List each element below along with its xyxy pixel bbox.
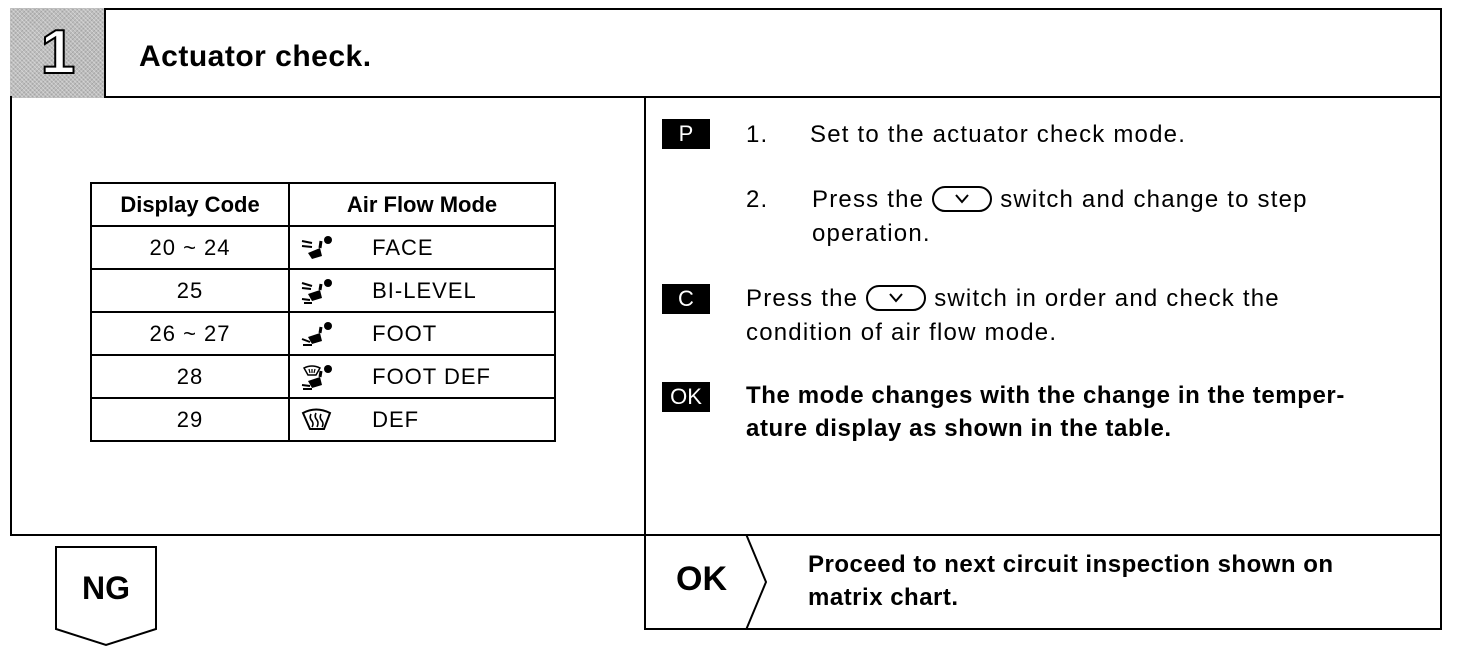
ok-result-label: OK (676, 560, 727, 598)
air-flow-mode-cell (289, 355, 555, 398)
defroster-icon (300, 407, 336, 433)
face-vent-icon (300, 235, 336, 261)
display-code: 26 ~ 27 (91, 312, 289, 355)
foot-vent-icon (300, 321, 336, 347)
ok-tag: OK (662, 382, 710, 412)
table-row (91, 269, 555, 312)
down-arrow-switch-icon (932, 186, 992, 212)
display-code: 29 (91, 398, 289, 441)
c-post: switch in order and check the (934, 285, 1280, 312)
air-flow-mode-cell (289, 398, 555, 441)
c-line2: condition of air flow mode. (746, 319, 1058, 346)
table-header-row (91, 183, 555, 226)
step-2-pre: Press the (812, 186, 925, 213)
foot-def-vent-icon (300, 364, 336, 390)
mode-name: FOOT DEF (372, 364, 491, 390)
air-flow-mode-table (90, 182, 556, 442)
air-flow-mode-cell (289, 312, 555, 355)
ok-result-line2: matrix chart. (808, 584, 959, 611)
step-1-number: 1. (746, 121, 769, 148)
table-row (91, 226, 555, 269)
display-code: 20 ~ 24 (91, 226, 289, 269)
table-row (91, 355, 555, 398)
down-arrow-switch-icon (866, 285, 926, 311)
step-2-number: 2. (746, 186, 769, 213)
ok-result-line1: Proceed to next circuit inspection shown on (808, 551, 1334, 578)
mode-name: BI-LEVEL (372, 278, 477, 304)
p-tag: P (662, 119, 710, 149)
table-row (91, 398, 555, 441)
step-2-line2: operation. (812, 220, 931, 247)
step-2-text (812, 183, 1412, 217)
display-code: 25 (91, 269, 289, 312)
mode-name: FOOT (372, 321, 438, 347)
step-2-post: switch and change to step (1000, 186, 1308, 213)
mode-name: DEF (372, 407, 420, 433)
step-title: Actuator check. (139, 40, 372, 73)
step-number: 1 (40, 18, 76, 87)
ok-result-text (808, 548, 1334, 614)
ok-line1: The mode changes with the change in the temper- (746, 382, 1345, 409)
air-flow-mode-header: Air Flow Mode (289, 183, 555, 226)
c-text (746, 282, 1416, 316)
bi-level-vent-icon (300, 278, 336, 304)
display-code-header: Display Code (91, 183, 289, 226)
mode-name: FACE (372, 235, 434, 261)
table-row (91, 312, 555, 355)
step-1-text: Set to the actuator check mode. (810, 121, 1187, 148)
ok-line2: ature display as shown in the table. (746, 415, 1172, 442)
c-pre: Press the (746, 285, 859, 312)
c-tag: C (662, 284, 710, 314)
display-code: 28 (91, 355, 289, 398)
ng-label: NG (82, 570, 130, 606)
ok-chevron (744, 534, 774, 630)
air-flow-mode-cell (289, 226, 555, 269)
air-flow-mode-cell (289, 269, 555, 312)
